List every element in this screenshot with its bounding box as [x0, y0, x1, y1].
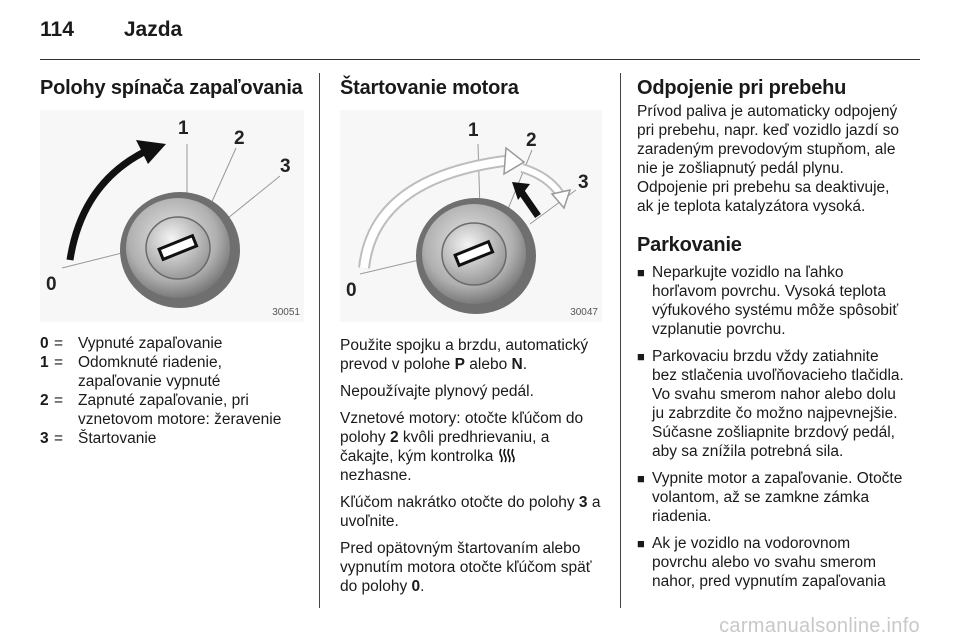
figure-label-1: 1: [468, 120, 479, 141]
bullet-icon: ■: [637, 536, 645, 551]
figure-code: 30047: [570, 307, 598, 318]
figure-label-0: 0: [346, 280, 357, 301]
engine-start-heading: Štartovanie motora: [340, 77, 519, 99]
ignition-figure: [40, 110, 304, 322]
paragraph: Nepoužívajte plynový pedál.: [340, 383, 534, 400]
figure-label-1: 1: [178, 118, 189, 139]
figure-code: 30051: [272, 307, 300, 318]
legend-item: 3 = Štartovanie: [40, 430, 157, 447]
bullet-icon: ■: [637, 349, 645, 364]
ignition-legend: [40, 334, 308, 448]
glow-plug-icon: [498, 447, 516, 463]
list-item: ■ Vypnite motor a zapaľovanie. Otočte volantom, až se zamkne zámka riadenia.: [637, 470, 903, 525]
figure-label-2: 2: [526, 130, 537, 151]
figure-label-0: 0: [46, 274, 57, 295]
legend-item: 1 = Odomknuté riadenie, zapaľovanie vypnuté: [40, 354, 222, 390]
paragraph: Použite spojku a brzdu, automatický prevod v polohe P alebo N.: [340, 337, 589, 373]
watermark: carmanualsonline.info: [719, 615, 920, 637]
figure-label-2: 2: [234, 128, 245, 149]
parking-heading: Parkovanie: [637, 234, 742, 256]
paragraph: Vznetové motory: otočte kľúčom do polohy 2 kvôli predhrievaniu, a čakajte, kým kontrolka nezhasne.: [340, 410, 584, 484]
ignition-switch-illustration: [40, 110, 304, 322]
list-item: ■ Parkovaciu brzdu vždy zatiahnite bez stlačenia uvoľňovacieho tlačidla. Vo svahu smerom nahor alebo dolu ju zabrzdite čo možno najpevnejšie. Súčasne zošliapnite brzdový pedál, aby sa znížila potrebná sila.: [637, 348, 904, 460]
engine-start-text: [340, 336, 602, 596]
figure-label-3: 3: [578, 172, 589, 193]
list-item: ■ Ak je vozidlo na vodorovnom povrchu alebo vo svahu smerom nahor, pred vypnutím zapaľovania: [637, 535, 886, 590]
paragraph: Pred opätovným štartovaním alebo vypnutím motora otočte kľúčom späť do polohy 0.: [340, 540, 592, 595]
bullet-icon: ■: [637, 265, 645, 280]
ignition-positions-heading: Polohy spínača zapaľovania: [40, 77, 303, 99]
column-divider-2: [620, 73, 621, 608]
engine-start-illustration: [340, 110, 602, 322]
page-header: [40, 18, 182, 42]
legend-item: 0 = Vypnuté zapaľovanie: [40, 335, 223, 352]
column-engine-start: [340, 60, 602, 604]
bullet-icon: ■: [637, 471, 645, 486]
engine-start-figure: [340, 110, 602, 322]
parking-list: [637, 263, 907, 591]
list-item: ■ Neparkujte vozidlo na ľahko horľavom povrchu. Vysoká teplota výfukového systému môže spôsobiť vzplanutie povrchu.: [637, 264, 899, 338]
overrun-paragraph: Prívod paliva je automaticky odpojený pri prebehu, napr. keď vozidlo jazdí so zaradeným prevodovým stupňom, ale nie je zošliapnutý pedál plynu. Odpojenie pri prebehu sa deaktivuje, ak je teplota katalyzátora vysoká.: [637, 103, 899, 215]
section-title: Jazda: [123, 18, 183, 41]
column-overrun-parking: [637, 60, 907, 599]
overrun-cutoff-heading: Odpojenie pri prebehu: [637, 77, 847, 99]
column-divider-1: [319, 73, 320, 608]
column-ignition-positions: [40, 60, 308, 448]
paragraph: Kľúčom nakrátko otočte do polohy 3 a uvoľnite.: [340, 494, 601, 530]
page-number: 114: [40, 18, 74, 41]
figure-label-3: 3: [280, 156, 291, 177]
legend-item: 2 = Zapnuté zapaľovanie, pri vznetovom motore: žeravenie: [40, 392, 282, 428]
